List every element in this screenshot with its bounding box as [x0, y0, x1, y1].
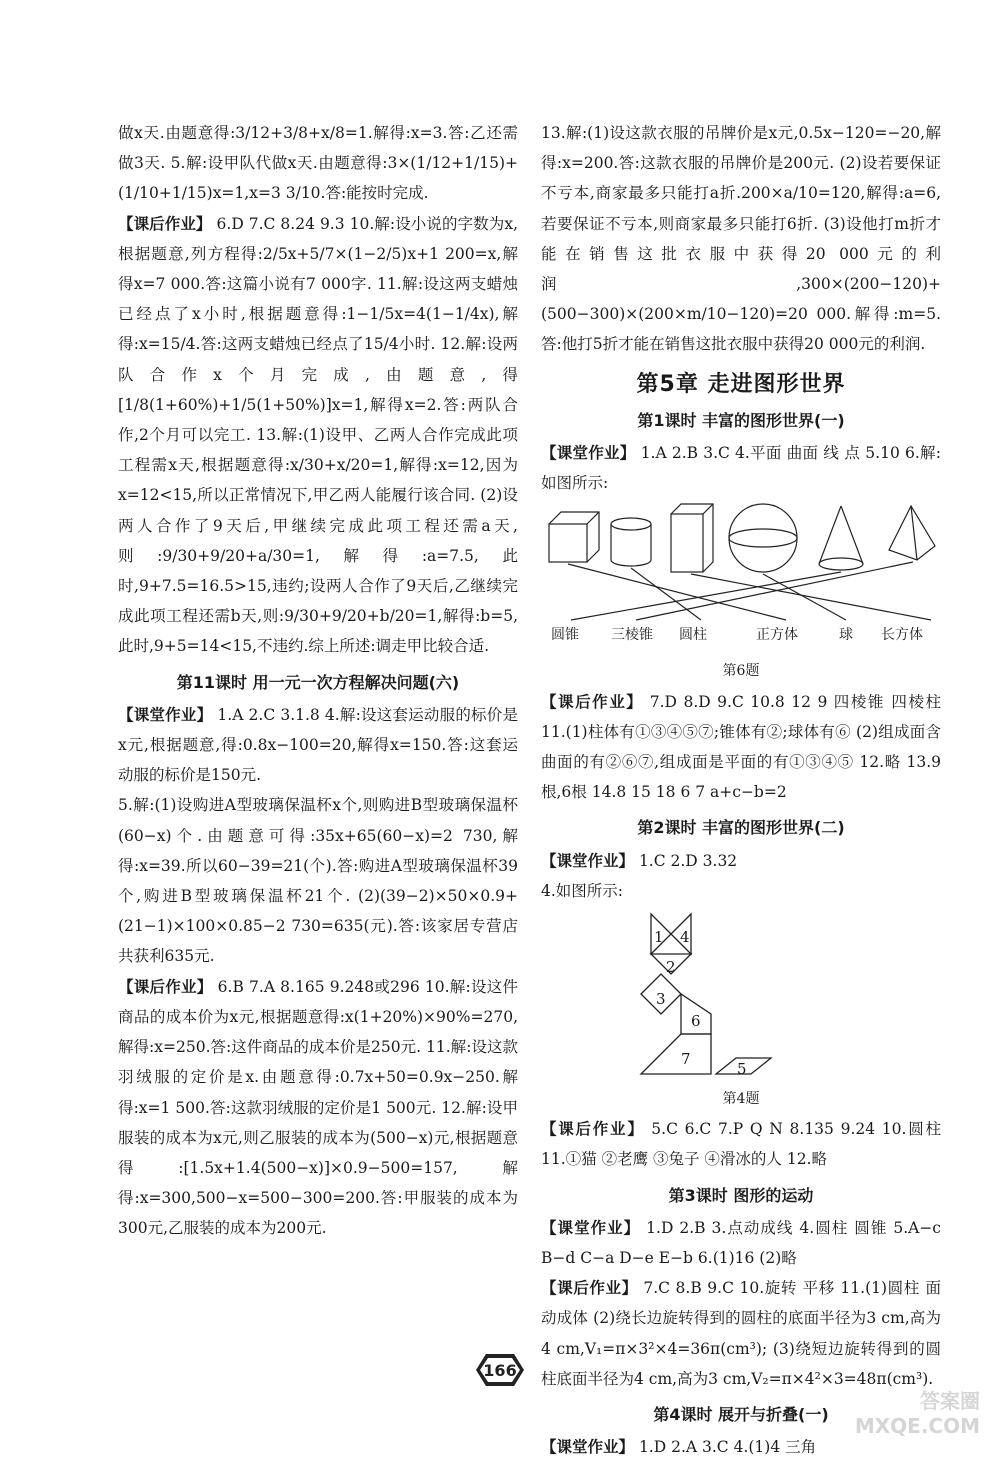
- lesson-heading: 第4课时 展开与折叠(一): [653, 1405, 829, 1425]
- label-tri-pyramid: 三棱锥: [611, 627, 653, 644]
- answer-paragraph: 4.如图所示:: [541, 881, 624, 900]
- lesson-heading: 第1课时 丰富的图形世界(一): [637, 410, 845, 430]
- lesson-heading: 第2课时 丰富的图形世界(二): [637, 818, 845, 838]
- piece-label: 1: [654, 928, 664, 947]
- section-tag: 【课堂作业】: [541, 1438, 635, 1457]
- answer-paragraph: 5.解:(1)设购进A型玻璃保温杯x个,则购进B型玻璃保温杯(60−x)个.由题意可得:35x+65(60−x)=2 730,解得:x=39.所以60−39=21(个).答:购进A型玻璃保温杯39个,购进B型玻璃保温杯21个. (2)(39−2)×50×0.9+(21−1)×100×0.85−2 730=635(元).答:该家居专营店共获利635元.: [118, 796, 518, 966]
- lesson-heading: 第11课时 用一元一次方程解决问题(六): [176, 672, 460, 692]
- label-cylinder: 圆柱: [679, 627, 707, 644]
- label-cube: 正方体: [756, 627, 798, 644]
- section-tag: 【课堂作业】: [541, 851, 635, 870]
- cube-shape: [549, 524, 587, 562]
- section-tag: 【课后作业】: [118, 977, 213, 996]
- figure-caption: 第6题: [722, 663, 760, 680]
- section-tag: 【课堂作业】: [541, 1218, 641, 1237]
- label-cuboid: 长方体: [881, 627, 923, 644]
- answer-paragraph: 【课堂作业】 1.C 2.D 3.32: [541, 851, 738, 870]
- answer-paragraph: 【课堂作业】 1.D 2.A 3.C 4.(1)4 三角: [541, 1438, 817, 1457]
- piece-label: 4: [680, 928, 690, 947]
- solids-diagram: [541, 502, 941, 632]
- site-watermark: [800, 1385, 980, 1440]
- lesson-heading: 第3课时 图形的运动: [668, 1185, 814, 1205]
- piece-label: 5: [737, 1060, 747, 1079]
- answer-paragraph: 【课堂作业】 1.A 2.B 3.C 4.平面 曲面 线 点 5.10 6.解:如图所示:: [541, 444, 941, 493]
- answer-paragraph: 【课后作业】 6.D 7.C 8.24 9.3 10.解:设小说的字数为x,根据题意,列方程得:2/5x+5/7×(1−2/5)x+1 200=x,解得x=7 000.答:这篇小说有7 000字. 11.解:设这两支蜡烛已经点了x小时,根据题意得:1−1/5x=4(1−1/4x),解得:x=15/4.答:这两支蜡烛已经点了15/4小时. 12.解:设两队合作x个月完成,由题意,得[1/8(1+60%)+1/5(1+50%)]x=1,解得x=2.答:两队合作,2个月可以完工. 13.解:(1)设甲、乙两人合作完成此项工程需x天,根据题意得:x/30+x/20=1,解得:x=12,因为x=12<15,所以正常情况下,甲乙两人能履行该合同. (2)设两人合作了9天后,甲继续完成此项工程还需a天,则:9/30+9/20+a/30=1,解得:a=7.5,此时,9+7.5=16.5>15,违约;设两人合作了9天后,乙继续完成此项工程还需b天,则:9/30+9/20+b/20=1,解得:b=5,此时,9+5=14<15,不违约.综上所述:调走甲比较合适.: [118, 214, 518, 656]
- answer-paragraph: 【课后作业】 6.B 7.A 8.165 9.248或296 10.解:设这件商品的成本价为x元,根据题意得:x(1+20%)×90%=270,解得:x=250.答:这件商品的成本价是250元. 11.解:设这款羽绒服的定价是x.由题意得:0.7x+50=0.9x−250.解得:x=1 500.答:这款羽绒服的定价是1 500元. 12.解:设甲服装的成本为x元,则乙服装的成本为(500−x)元,根据题意得:[1.5x+1.4(500−x)]×0.9−500=157,解得:x=300,500−x=500−300=200.答:甲服装的成本为300元,乙服装的成本为200元.: [118, 977, 518, 1238]
- page-number-badge: [470, 1348, 530, 1392]
- piece-label: 2: [666, 958, 676, 977]
- answer-paragraph: 【课后作业】 7.C 8.B 9.C 10.旋转 平移 11.(1)圆柱 面动成体 (2)绕长边旋转得到的圆柱的底面半径为3 cm,高为4 cm,V₁=π×3²×4=36π(cm³); (3)绕短边旋转得到的圆柱底面半径为4 cm,高为3 cm,V₂=π×4²×3=48π(cm³).: [541, 1279, 941, 1388]
- section-tag: 【课堂作业】: [541, 444, 636, 463]
- section-tag: 【课后作业】: [541, 1279, 638, 1298]
- figure-solids-matching: [541, 502, 941, 652]
- piece-label: 6: [691, 1012, 701, 1031]
- badge-shape: [470, 1348, 530, 1392]
- section-tag: 【课后作业】: [541, 692, 644, 711]
- label-cone: 圆锥: [551, 627, 579, 644]
- page-number: 166: [483, 1361, 517, 1380]
- piece-label: 3: [656, 990, 666, 1009]
- cuboid-shape: [671, 514, 703, 572]
- answer-paragraph: 【课堂作业】 1.D 2.B 3.点动成线 4.圆柱 圆锥 5.A−c B−d C−a D−e E−b 6.(1)16 (2)略: [541, 1218, 941, 1268]
- sphere-shape: [729, 504, 797, 572]
- piece-label: 7: [681, 1050, 691, 1069]
- section-tag: 【课后作业】: [118, 214, 212, 233]
- answer-paragraph: 【课堂作业】 1.A 2.C 3.1.8 4.解:设这套运动服的标价是x元,根据题意,得:0.8x−100=20,解得x=150.答:这套运动服的标价是150元.: [118, 705, 518, 785]
- figure-caption: 第4题: [722, 1091, 760, 1108]
- answer-paragraph: 【课后作业】 7.D 8.D 9.C 10.8 12 9 四棱锥 四棱柱 11.(1)柱体有①③④⑤⑦;锥体有②;球体有⑥ (2)组成面含曲面的有②⑥⑦,组成面是平面的有①③④⑤ 12.略 13.9根,6根 14.8 15 18 6 7 a+c−b=2: [541, 692, 941, 802]
- chapter-title: 第5章 走进图形世界: [636, 371, 846, 397]
- cylinder-shape: [611, 518, 651, 530]
- left-column: [118, 118, 518, 1244]
- label-sphere: 球: [839, 627, 853, 644]
- tangram-labels: [541, 910, 941, 1080]
- answer-paragraph: 13.解:(1)设这款衣服的吊牌价是x元,0.5x−120=−20,解得:x=200.答:这款衣服的吊牌价是200元. (2)设若要保证不亏本,商家最多只能打a折.200×a/10=120,解得:a=6,若要保证不亏本,则商家最多只能打6折. (3)设他打m折才能在销售这批衣服中获得20 000元的利润,300×(200−120)+(500−300)×(200×m/10−120)=20 000.解得:m=5.答:他打5折才能在销售这批衣服中获得20 000元的利润.: [541, 124, 941, 354]
- answer-paragraph: 做x天.由题意得:3/12+3/8+x/8=1.解得:x=3.答:乙还需做3天. 5.解:设甲队代做x天.由题意得:3×(1/12+1/15)+(1/10+1/15)x=1,x=3 3/10.答:能按时完成.: [118, 124, 518, 203]
- answer-paragraph: 【课后作业】 5.C 6.C 7.P Q N 8.135 9.24 10.圆柱 11.①猫 ②老鹰 ③兔子 ④滑冰的人 12.略: [541, 1120, 941, 1169]
- figure-tangram-cat: [541, 910, 941, 1080]
- watermark-text: 答案圈 MXQE.COM: [854, 1389, 980, 1438]
- right-column: [541, 118, 941, 1463]
- section-tag: 【课堂作业】: [118, 705, 213, 724]
- section-tag: 【课后作业】: [541, 1120, 645, 1139]
- cone-shape: [819, 506, 841, 564]
